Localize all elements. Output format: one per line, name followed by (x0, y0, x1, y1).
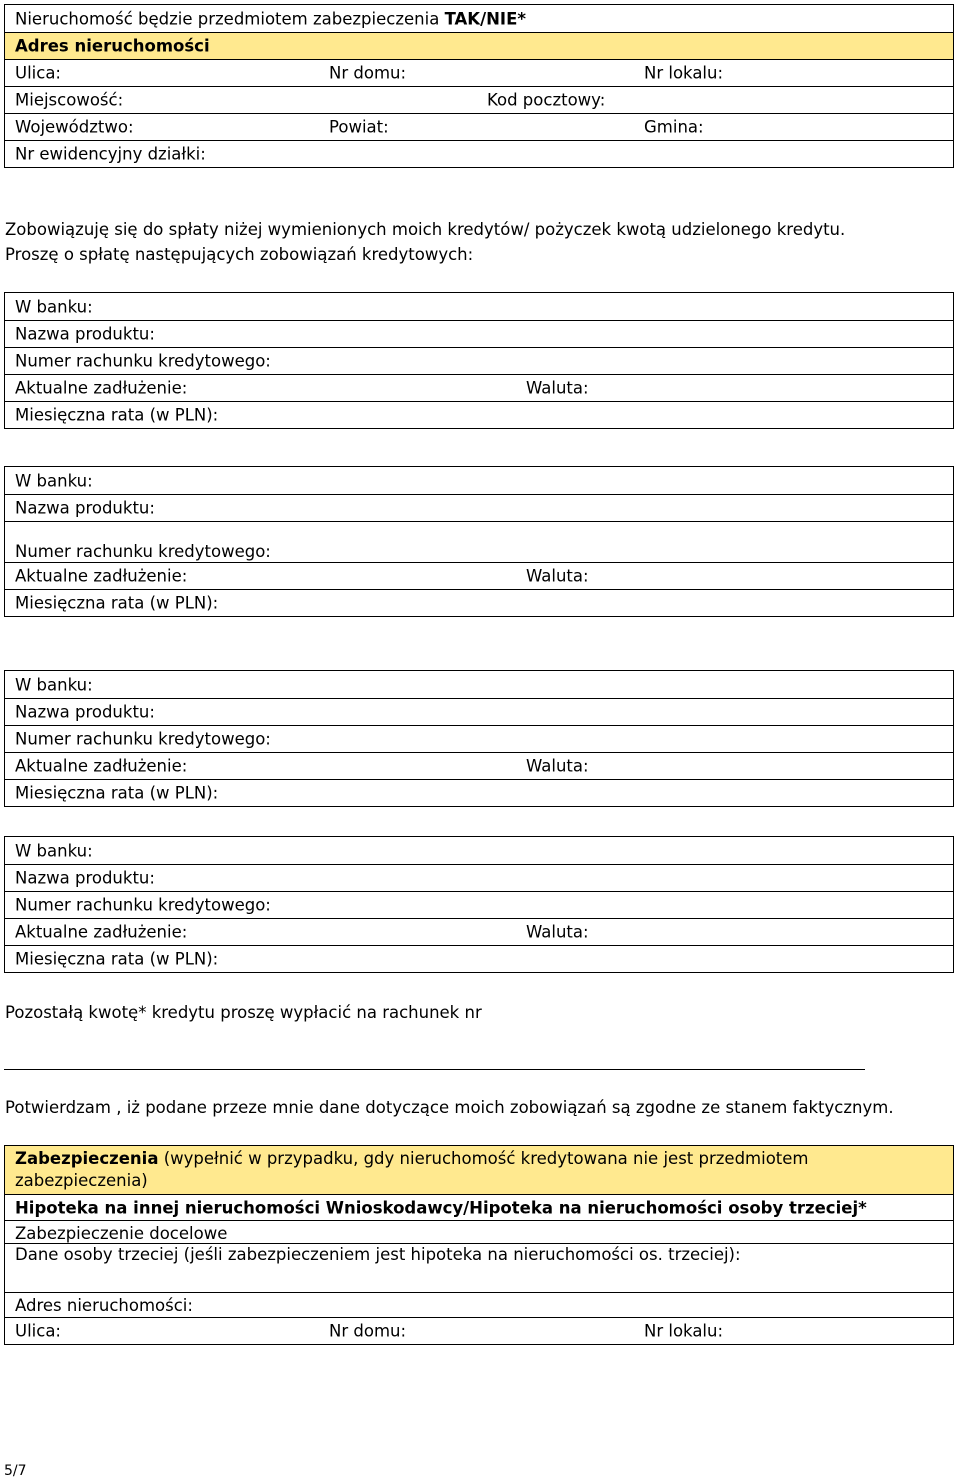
account-number-line (4, 1069, 865, 1070)
bank-label: W banku: (15, 297, 93, 316)
security-header: Zabezpieczenia (15, 1149, 159, 1168)
property-table (4, 4, 954, 168)
house-no-label: Nr domu: (329, 63, 407, 83)
loan-table (4, 670, 954, 807)
product-label: Nazwa produktu: (15, 498, 155, 518)
security-header-row (5, 1146, 953, 1194)
county-label: Powiat: (329, 117, 389, 137)
address-header: Adres nieruchomości (15, 36, 210, 56)
city-row (5, 86, 953, 113)
parcel-label: Nr ewidencyjny działki: (15, 144, 206, 164)
bank-label: W banku: (15, 675, 93, 694)
account-label: Numer rachunku kredytowego: (15, 542, 271, 561)
address-header-row (5, 32, 953, 59)
property-address-label: Adres nieruchomości: (15, 1296, 193, 1315)
third-party-label: Dane osoby trzeciej (jeśli zabezpieczeniem jest hipoteka na nieruchomości os. trzeciej): (15, 1245, 741, 1264)
street-label: Ulica: (15, 63, 61, 83)
loan-table (4, 836, 954, 973)
product-label: Nazwa produktu: (15, 702, 155, 722)
page-number: 5/7 (4, 1463, 27, 1479)
security-details-row (5, 1220, 953, 1317)
account-label: Numer rachunku kredytowego: (15, 729, 271, 749)
bank-label: W banku: (15, 841, 93, 860)
region-row (5, 113, 953, 140)
currency-label: Waluta: (526, 756, 589, 776)
loan-table (4, 292, 954, 429)
security-header-note-line2: zabezpieczenia) (15, 1171, 148, 1190)
account-label: Numer rachunku kredytowego: (15, 895, 271, 915)
flat-no-label: Nr lokalu: (644, 1321, 724, 1341)
installment-label: Miesięczna rata (w PLN): (15, 949, 219, 969)
currency-label: Waluta: (526, 922, 589, 942)
commitment-text: Zobowiązuję się do spłaty niżej wymienionych moich kredytów/ pożyczek kwotą udzielonego kredytu. (5, 220, 846, 239)
currency-label: Waluta: (526, 378, 589, 398)
street-label: Ulica: (15, 1321, 61, 1341)
house-no-label: Nr domu: (329, 1321, 407, 1341)
product-label: Nazwa produktu: (15, 324, 155, 344)
installment-label: Miesięczna rata (w PLN): (15, 783, 219, 803)
security-street-row (5, 1317, 953, 1344)
installment-label: Miesięczna rata (w PLN): (15, 593, 219, 613)
debt-label: Aktualne zadłużenie: (15, 922, 188, 942)
debt-label: Aktualne zadłużenie: (15, 756, 188, 776)
collateral-answer: TAK/NIE* (444, 9, 526, 28)
flat-no-label: Nr lokalu: (644, 63, 724, 83)
debt-label: Aktualne zadłużenie: (15, 566, 188, 586)
product-label: Nazwa produktu: (15, 868, 155, 888)
remaining-amount-text: Pozostałą kwotę* kredytu proszę wypłacić na rachunek nr (5, 1003, 482, 1022)
loan-table (4, 466, 954, 617)
commune-label: Gmina: (644, 117, 704, 137)
postal-code-label: Kod pocztowy: (487, 90, 606, 110)
security-table (4, 1145, 954, 1345)
installment-label: Miesięczna rata (w PLN): (15, 405, 219, 425)
mortgage-row (5, 1194, 953, 1220)
bank-label: W banku: (15, 471, 93, 490)
collateral-question: Nieruchomość będzie przedmiotem zabezpieczenia (15, 9, 445, 28)
parcel-row (5, 140, 953, 167)
city-label: Miejscowość: (15, 90, 124, 110)
target-security-label: Zabezpieczenie docelowe (15, 1224, 228, 1243)
divider (5, 1243, 953, 1244)
debt-label: Aktualne zadłużenie: (15, 378, 188, 398)
collateral-row (5, 5, 953, 32)
security-header-note: (wypełnić w przypadku, gdy nieruchomość kredytowana nie jest przedmiotem (158, 1149, 809, 1168)
mortgage-label: Hipoteka na innej nieruchomości Wnioskodawcy/Hipoteka na nieruchomości osoby trzeciej* (15, 1198, 867, 1217)
divider (5, 1292, 953, 1293)
currency-label: Waluta: (526, 566, 589, 586)
confirmation-text: Potwierdzam , iż podane przeze mnie dane dotyczące moich zobowiązań są zgodne ze stanem faktycznym. (5, 1098, 894, 1117)
street-row (5, 59, 953, 86)
account-label: Numer rachunku kredytowego: (15, 351, 271, 371)
request-text: Proszę o spłatę następujących zobowiązań kredytowych: (5, 245, 474, 264)
voivodeship-label: Województwo: (15, 117, 134, 137)
